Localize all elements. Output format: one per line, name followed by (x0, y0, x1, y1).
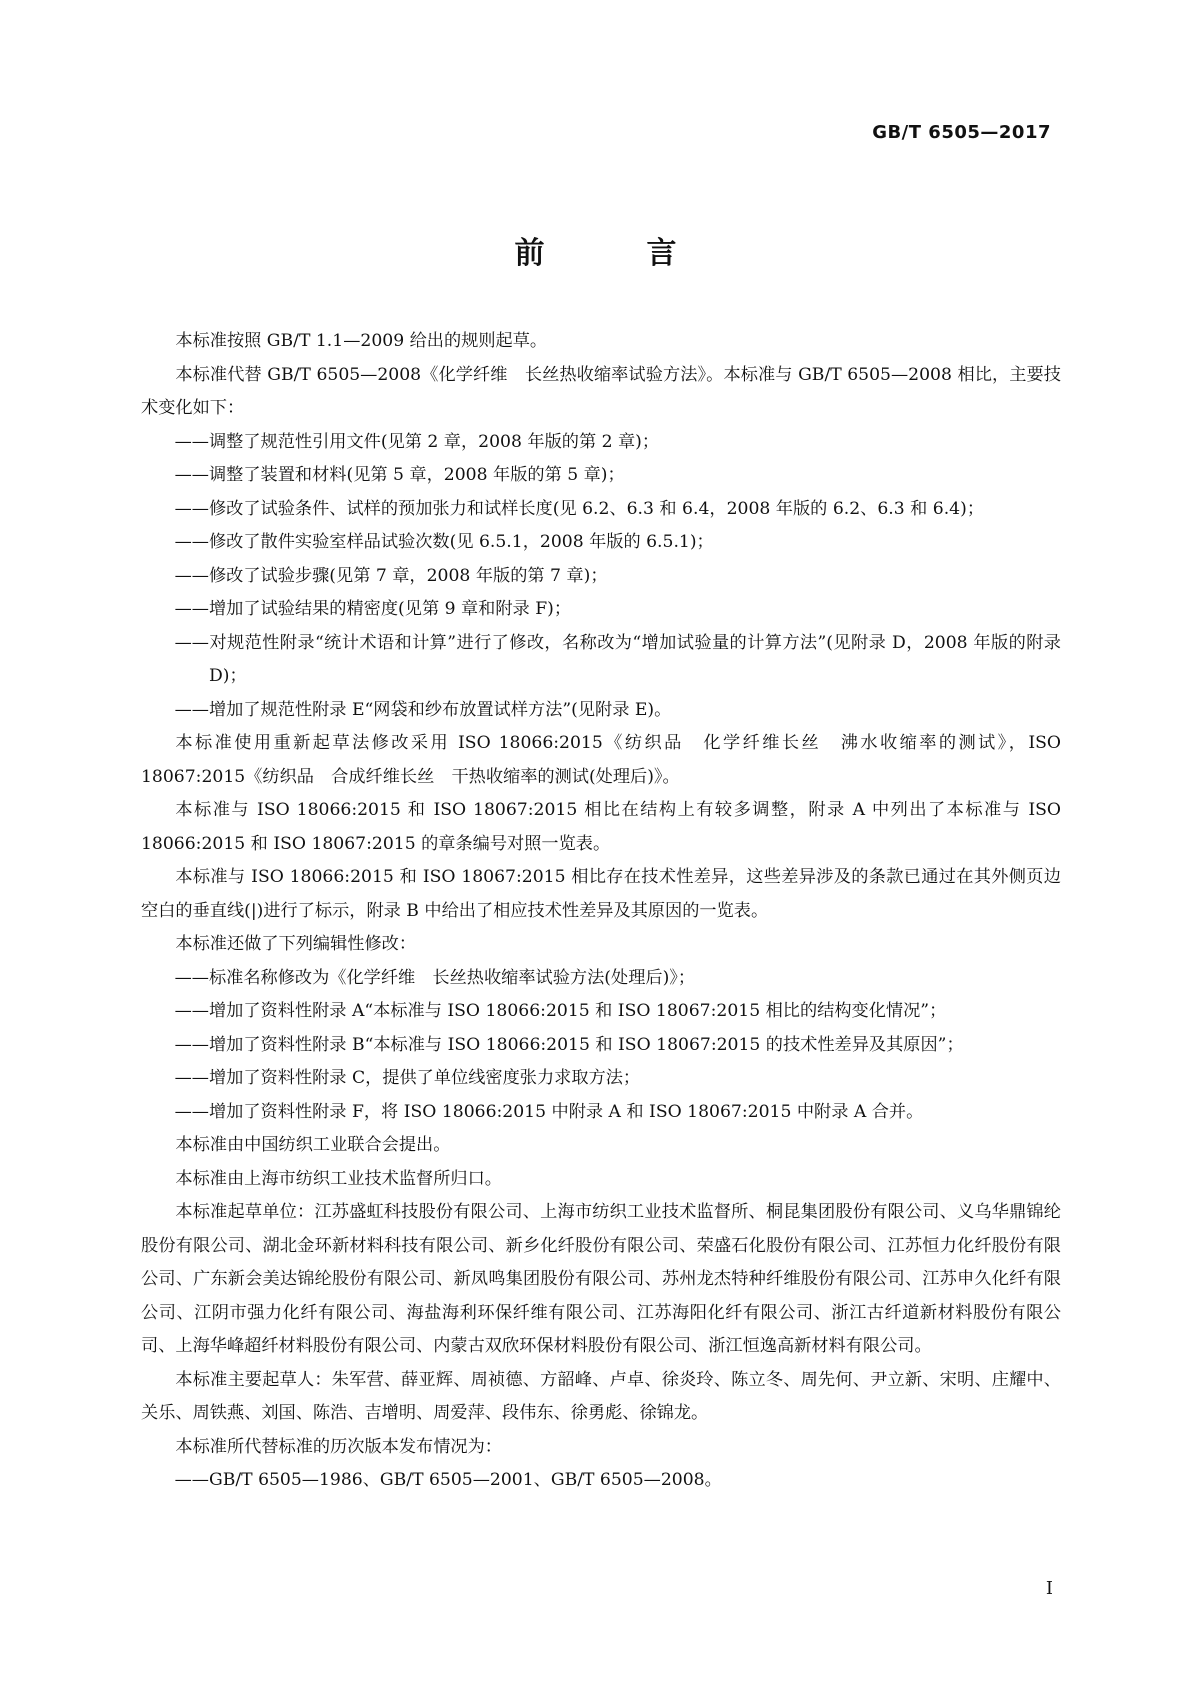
list-item: ——增加了资料性附录 F，将 ISO 18066:2015 中附录 A 和 ISO 18067:2015 中附录 A 合并。 (174, 1101, 924, 1122)
list-item: ——修改了试验条件、试样的预加张力和试样长度(见 6.2、6.3 和 6.4，2008 年版的 6.2、6.3 和 6.4)； (174, 498, 985, 519)
paragraph: 本标准所代替标准的历次版本发布情况为： (175, 1436, 502, 1457)
list-item: ——调整了装置和材料(见第 5 章，2008 年版的第 5 章)； (174, 465, 625, 485)
paragraph: 本标准与 ISO 18066:2015 和 ISO 18067:2015 相比存在技术性差异，这些差异涉及的条款已通过在其外侧页边空白的垂直线(|)进行了标示，附录 B 中给出了相应技术性差异及其原因的一览表。 (141, 867, 1061, 921)
list-item: ——对规范性附录“统计术语和计算”进行了修改，名称改为“增加试验量的计算方法”(见附录 D，2008 年版的附录 D)； (174, 632, 1061, 686)
standard-code: GB/T 6505—2017 (872, 122, 1051, 143)
list-item: ——增加了规范性附录 E“网袋和纱布放置试样方法”(见附录 E)。 (174, 699, 672, 720)
list-item: ——调整了规范性引用文件(见第 2 章，2008 年版的第 2 章)； (174, 431, 660, 452)
paragraph: 本标准起草单位：江苏盛虹科技股份有限公司、上海市纺织工业技术监督所、桐昆集团股份有限公司、义乌华鼎锦纶股份有限公司、湖北金环新材料科技有限公司、新乡化纤股份有限公司、荣盛石化股份有限公司、江苏恒力化纤股份有限公司、广东新会美达锦纶股份有限公司、新凤鸣集团股份有限公司、苏州龙杰特种纤维股份有限公司、江苏申久化纤有限公司、江阴市强力化纤有限公司、海盐海利环保纤维有限公司、江苏海阳化纤有限公司、浙江古纤道新材料股份有限公司、上海华峰超纤材料股份有限公司、内蒙古双欣环保材料股份有限公司、浙江恒逸高新材料有限公司。 (141, 1202, 1061, 1356)
paragraph: 本标准按照 GB/T 1.1—2009 给出的规则起草。 (175, 331, 548, 351)
paragraph: 本标准与 ISO 18066:2015 和 ISO 18067:2015 相比在结构上有较多调整，附录 A 中列出了本标准与 ISO 18066:2015 和 ISO 18067:2015 的章条编号对照一览表。 (141, 800, 1061, 854)
paragraph: 本标准还做了下列编辑性修改： (175, 934, 417, 954)
list-item: ——增加了资料性附录 A“本标准与 ISO 18066:2015 和 ISO 18067:2015 相比的结构变化情况”； (174, 1001, 947, 1021)
list-item: ——增加了资料性附录 C，提供了单位线密度张力求取方法； (174, 1068, 641, 1088)
paragraph: 本标准主要起草人：朱军营、薛亚辉、周祯德、方韶峰、卢卓、徐炎玲、陈立冬、周先何、尹立新、宋明、庄耀中、关乐、周铁燕、刘国、陈浩、吉增明、周爱萍、段伟东、徐勇彪、徐锦龙。 (141, 1369, 1061, 1423)
list-item: ——GB/T 6505—1986、GB/T 6505—2001、GB/T 6505—2008。 (174, 1470, 722, 1490)
page-title: 前 言 (514, 236, 713, 271)
list-item: ——增加了资料性附录 B“本标准与 ISO 18066:2015 和 ISO 18067:2015 的技术性差异及其原因”； (174, 1034, 964, 1055)
paragraph: 本标准代替 GB/T 6505—2008《化学纤维 长丝热收缩率试验方法》。本标准与 GB/T 6505—2008 相比，主要技术变化如下： (141, 364, 1061, 418)
list-item: ——修改了试验步骤(见第 7 章，2008 年版的第 7 章)； (174, 565, 608, 586)
paragraph: 本标准使用重新起草法修改采用 ISO 18066:2015《纺织品 化学纤维长丝 沸水收缩率的测试》，ISO 18067:2015《纺织品 合成纤维长丝 干热收缩率的测试(处理后)》。 (141, 733, 1061, 787)
list-item: ——标准名称修改为《化学纤维 长丝热收缩率试验方法(处理后)》； (174, 967, 696, 988)
paragraph: 本标准由中国纺织工业联合会提出。 (175, 1135, 451, 1155)
list-item: ——增加了试验结果的精密度(见第 9 章和附录 F)； (174, 599, 572, 619)
document-body (141, 325, 1061, 1498)
list-item: ——修改了散件实验室样品试验次数(见 6.5.1，2008 年版的 6.5.1)； (174, 532, 714, 552)
paragraph: 本标准由上海市纺织工业技术监督所归口。 (175, 1168, 502, 1189)
page-number: I (1045, 1578, 1053, 1599)
